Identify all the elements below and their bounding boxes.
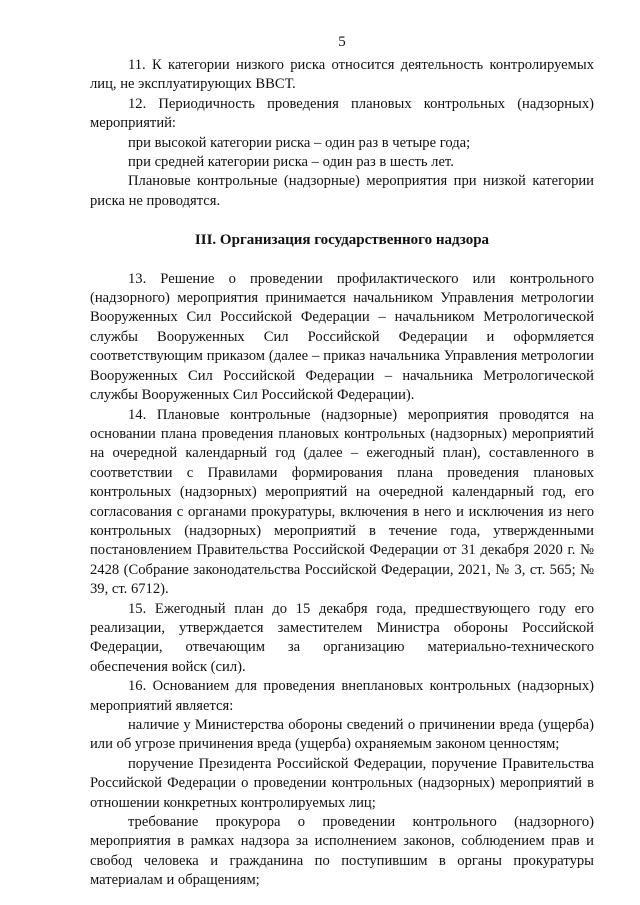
section-heading: III. Организация государственного надзора [194,232,490,249]
paragraph-16: 16. Основанием для проведения внеплановых контрольных (надзорных) мероприятий является: [90,678,594,714]
list-item-medium-risk: при средней категории риска – один раз в шесть лет. [128,154,454,171]
list-item-presidential-order: поручение Президента Российской Федерации, поручение Правительства Российской Федерации о проведении контрольных (надзорных) мероприятий в отношении конкретных контролируемых лиц; [90,755,594,811]
list-item-prosecutor-demand: требование прокурора о проведении контрольного (надзорного) мероприятия в рамках надзора за исполнением законов, соблюдением прав и свобод человека и гражданина по поступившим в органы прокуратуры материалам и обращениям; [90,814,594,889]
paragraph-14: 14. Плановые контрольные (надзорные) мероприятия проводятся на основании плана проведения плановых контрольных (надзорных) мероприятий на очередной календарный год (далее – ежегодный план), составленного в соответствии с Правилами формирования плана проведения плановых контрольных (надзорных) мероприятий на очередной календарный год, его согласования с органами прокуратуры, включения в него и исключения из него контрольных (надзорных) мероприятий в течение года, утвержденными постановлением Правительства Российской Федерации от 31 декабря 2020 г. № 2428 (Собрание законодательства Российской Федерации, 2021, № 3, ст. 565; № 39, ст. 6712). [90,406,594,598]
paragraph-low-risk: Плановые контрольные (надзорные) мероприятия при низкой категории риска не проводятся. [90,173,594,209]
paragraph-15: 15. Ежегодный план до 15 декабря года, предшествующего году его реализации, утверждается заместителем Министра обороны Российской Федерации, отвечающим за организацию материально-технического обеспечения войск (сил). [90,600,594,675]
paragraph-12: 12. Периодичность проведения плановых контрольных (надзорных) мероприятий: [90,95,594,132]
paragraph-13: 13. Решение о проведении профилактического или контрольного (надзорного) мероприятия принимается начальником Управления метрологии Вооруженных Сил Российской Федерации – начальником Метрологической службы Вооруженных Сил Российской Федерации и оформляется соответствующим приказом (далее – приказ начальника Управления метрологии Вооруженных Сил Российской Федерации – начальника Метрологической службы Вооруженных Сил Российской Федерации). [90,270,594,404]
list-item-high-risk: при высокой категории риска – один раз в четыре года; [128,134,471,151]
document-page [90,33,594,891]
paragraph-11: 11. К категории низкого риска относится деятельность контролируемых лиц, не эксплуатирующих ВВСТ. [90,57,594,93]
page-number: 5 [338,34,346,50]
list-item-harm-info: наличие у Министерства обороны сведений о причинении вреда (ущерба) или об угрозе причинения вреда (ущерба) охраняемым законом ценностям; [90,717,594,753]
